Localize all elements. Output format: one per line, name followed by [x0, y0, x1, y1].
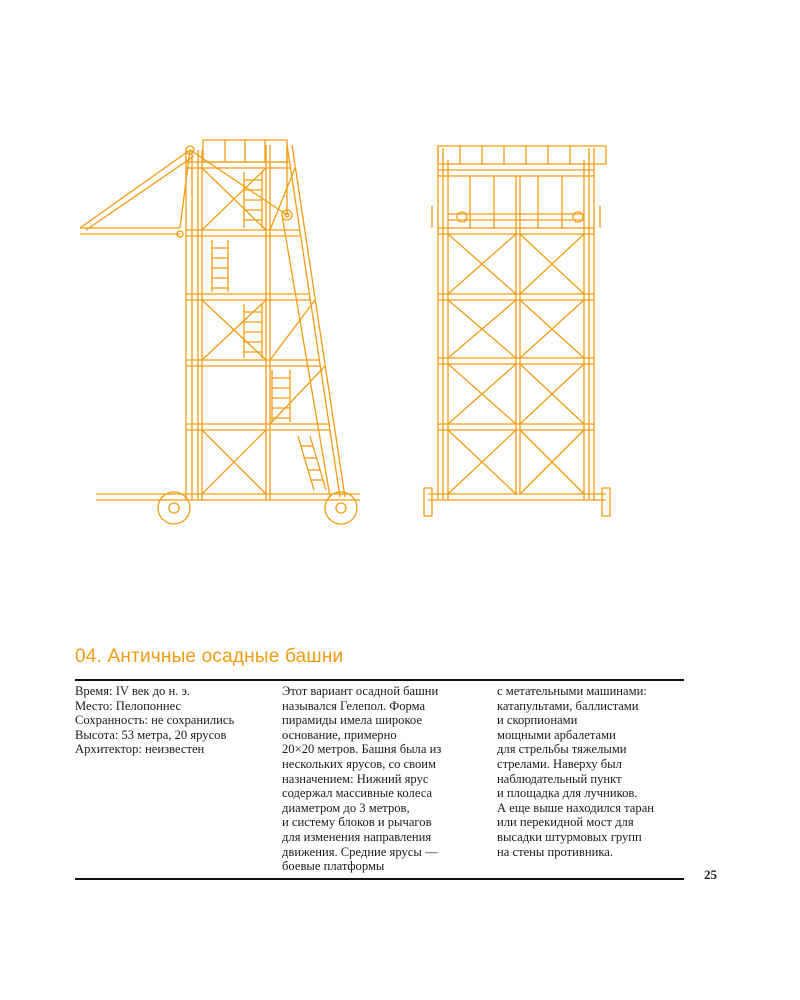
body-line: или перекидной мост для — [497, 815, 634, 830]
body-line: боевые платформы — [282, 859, 385, 874]
siege-tower-side-view-icon — [80, 140, 360, 524]
meta-line: Место: Пелопоннес — [75, 698, 182, 713]
body-line: А еще выше находился таран — [497, 800, 655, 815]
body-line: 20×20 метров. Башня была из — [282, 742, 442, 757]
meta-line: Сохранность: не сохранились — [75, 713, 235, 728]
body-line: диаметром до 3 метров, — [282, 800, 410, 815]
body-line: содержал массивные колеса — [282, 786, 433, 801]
body-line: назывался Гелепол. Форма — [282, 698, 426, 713]
body-line: для стрельбы тяжелыми — [497, 742, 627, 757]
body-line: назначением: Нижний ярус — [282, 771, 429, 786]
body-line: движения. Средние ярусы — — [282, 844, 438, 859]
siege-tower-front-view-icon — [424, 146, 610, 516]
divider-top — [75, 679, 684, 681]
body-line: основание, примерно — [282, 727, 397, 742]
body-line: и скорпионами — [497, 713, 578, 728]
meta-column — [75, 684, 234, 757]
body-line: высадки штурмовых групп — [497, 829, 642, 844]
body-line: с метательными машинами: — [497, 684, 647, 698]
body-column-3 — [497, 684, 654, 859]
meta-line: Время: IV век до н. э. — [75, 684, 191, 698]
body-line: катапультами, баллистами — [497, 698, 639, 713]
body-line: Этот вариант осадной башни — [282, 684, 439, 698]
divider-bottom — [75, 878, 684, 880]
page-number: 25 — [704, 867, 717, 882]
body-line: стрелами. Наверху был — [497, 756, 622, 771]
body-line: нескольких ярусов, со своим — [282, 756, 437, 771]
body-line: и площадка для лучников. — [497, 786, 638, 801]
section-title: 04. Античные осадные башни — [75, 646, 344, 667]
body-line: на стены противника. — [497, 844, 614, 859]
body-column-2 — [282, 684, 441, 874]
body-line: мощными арбалетами — [497, 727, 616, 742]
body-line: и систему блоков и рычагов — [282, 815, 432, 830]
body-line: пирамиды имела широкое — [282, 713, 422, 728]
body-line: наблюдательный пункт — [497, 771, 622, 786]
meta-line: Архитектор: неизвестен — [75, 742, 205, 757]
body-line: для изменения направления — [282, 829, 432, 844]
meta-line: Высота: 53 метра, 20 ярусов — [75, 727, 227, 742]
